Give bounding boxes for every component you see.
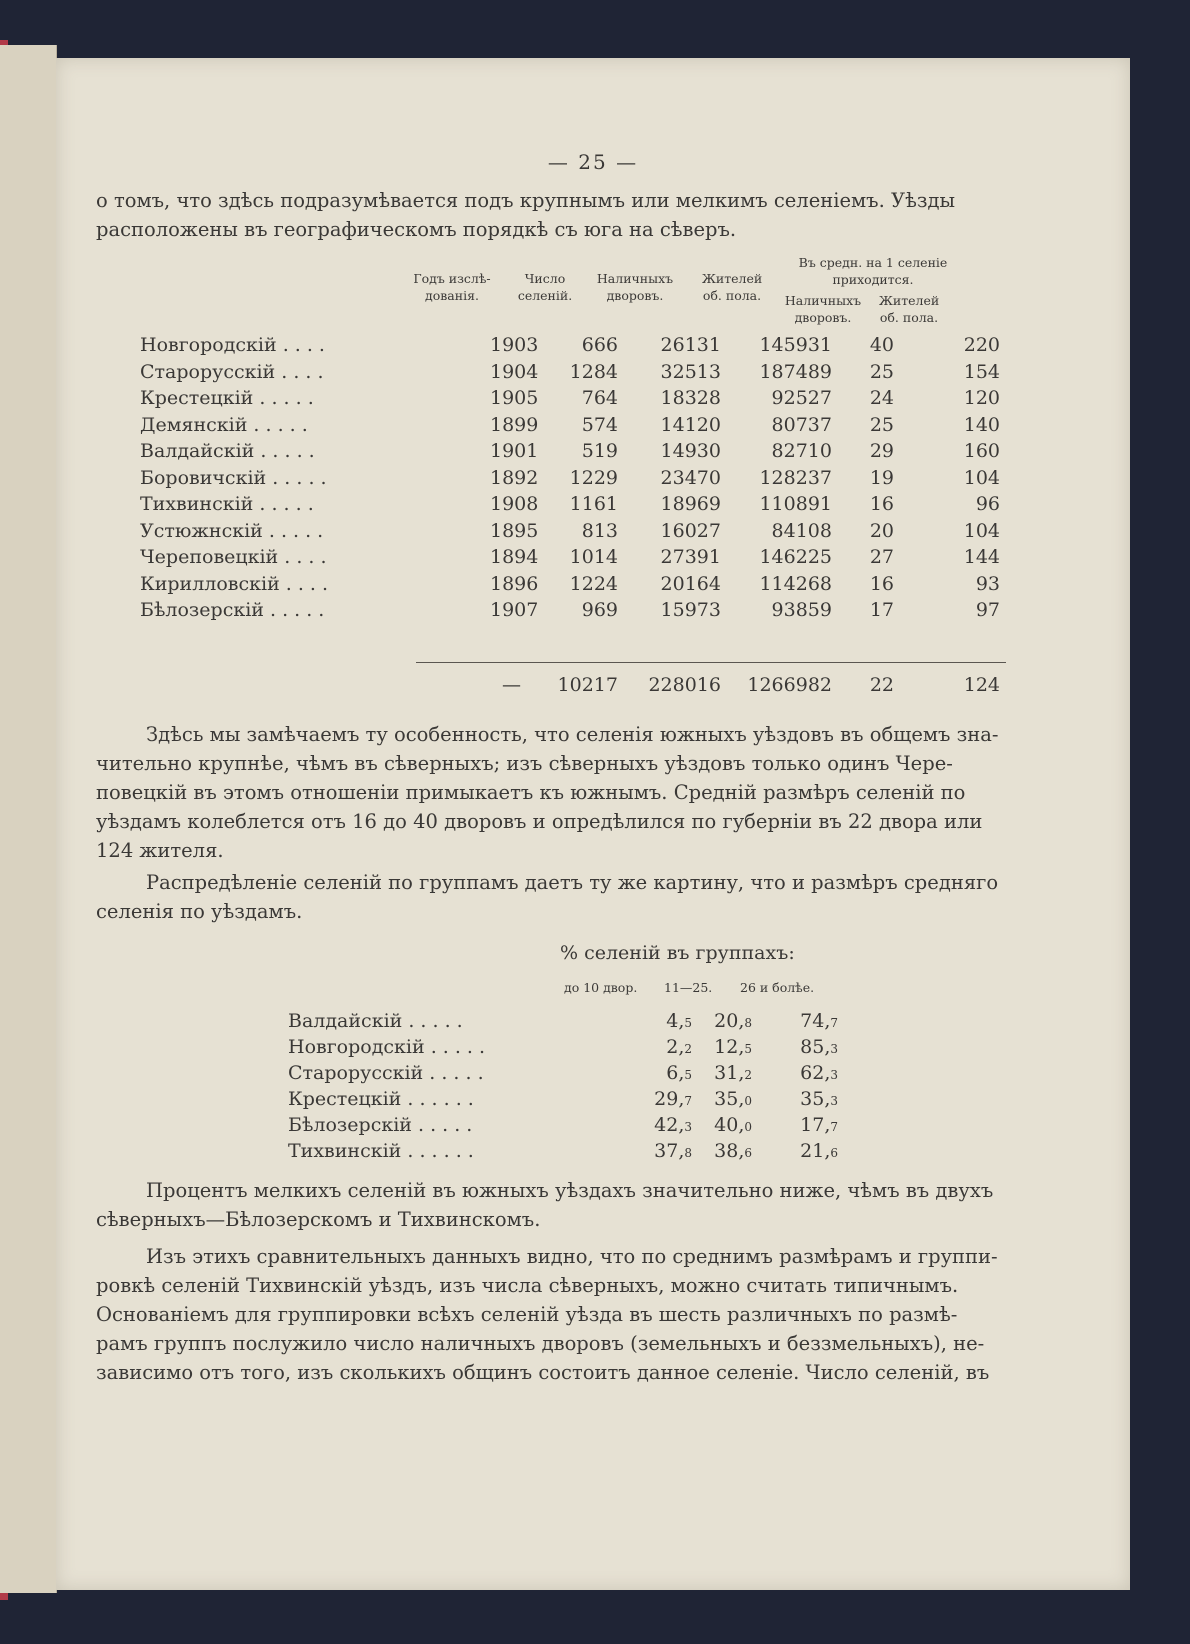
intro-paragraph (96, 186, 1050, 244)
small-share: 29,7 (654, 1088, 692, 1110)
large-share-integer: 17 (800, 1114, 825, 1136)
table-row (140, 573, 1020, 599)
small-share-decimal: 7 (684, 1094, 692, 1108)
page-number: — 25 — (547, 150, 639, 174)
small-share-decimal: 5 (684, 1068, 692, 1082)
medium-share: 38,6 (714, 1140, 752, 1162)
large-share: 35,3 (800, 1088, 838, 1110)
county-name: Валдайскій . . . . . (288, 1010, 463, 1032)
small-share-integer: 2 (666, 1036, 679, 1058)
inhabitant-count: 92527 (771, 387, 832, 409)
avg-dwellings: 20 (869, 519, 894, 542)
dwelling-count: 16027 (660, 519, 721, 542)
small-share-decimal: 3 (684, 1120, 692, 1134)
dwelling-count: 23470 (660, 466, 721, 489)
total-avg-dwellings: 22 (869, 674, 894, 696)
text-line: Здѣсь мы замѣчаемъ ту особенность, что селенія южныхъ уѣздовъ въ общемъ зна- (146, 723, 999, 746)
county-name: Бѣлозерскій . . . . . (288, 1114, 473, 1136)
avg-inhabitants: 120 (963, 387, 1000, 409)
avg-inhabitants: 220 (963, 334, 1000, 356)
avg-dwellings: 24 (869, 387, 894, 409)
county-name: Боровичскій . . . . . (140, 466, 327, 489)
county-name: Тихвинскій . . . . . (140, 493, 314, 515)
survey-year: 1892 (490, 466, 539, 489)
table-total-row (140, 674, 1020, 700)
paragraph-4 (96, 1242, 1050, 1387)
survey-year: 1903 (490, 334, 539, 356)
text-line: селенія по уѣздамъ. (96, 900, 303, 923)
avg-inhabitants: 104 (963, 519, 1000, 542)
table-row (140, 334, 1020, 360)
small-share-decimal: 2 (684, 1042, 692, 1056)
county-name: Валдайскій . . . . . (140, 440, 315, 462)
county-name: Крестецкій . . . . . . (288, 1088, 474, 1110)
medium-share: 40,0 (714, 1114, 752, 1136)
large-share-decimal: 7 (830, 1120, 838, 1134)
settlement-count: 1161 (569, 493, 618, 515)
county-name: Кирилловскій . . . . (140, 572, 329, 595)
small-share-integer: 37 (654, 1140, 679, 1162)
group-table-title: % селеній въ группахъ: (560, 942, 795, 964)
medium-share-integer: 31 (714, 1062, 739, 1084)
county-name: Крестецкій . . . . . (140, 387, 314, 409)
header-settlements: Число селеній. (517, 271, 573, 303)
total-rule (416, 662, 1006, 663)
large-share: 62,3 (800, 1062, 838, 1084)
dwelling-count: 20164 (660, 572, 721, 595)
large-share: 74,7 (800, 1010, 838, 1032)
medium-share-decimal: 0 (744, 1120, 752, 1134)
header-year: Годъ изслѣ-дованія. (413, 271, 491, 303)
large-share-integer: 35 (800, 1088, 825, 1110)
group-row (288, 1036, 848, 1062)
avg-dwellings: 19 (869, 466, 894, 489)
county-name: Демянскій . . . . . (140, 413, 308, 436)
large-share-decimal: 6 (830, 1146, 838, 1160)
county-name: Бѣлозерскій . . . . . (140, 599, 325, 621)
settlement-count: 1014 (569, 546, 618, 568)
county-name: Череповецкій . . . . (140, 546, 327, 568)
settlement-count: 574 (581, 413, 618, 436)
survey-year: 1905 (490, 387, 539, 409)
dwelling-count: 14930 (660, 440, 721, 462)
small-share: 4,5 (666, 1010, 692, 1032)
text-line: расположены въ географическомъ порядкѣ съ юга на сѣверъ. (96, 218, 737, 241)
table-row (140, 599, 1020, 625)
group-col-small: до 10 двор. (564, 980, 638, 995)
dwelling-count: 15973 (660, 599, 721, 621)
avg-inhabitants: 96 (975, 493, 1000, 515)
table-row (140, 414, 1020, 440)
total-year: — (502, 674, 521, 696)
inhabitant-count: 80737 (771, 413, 832, 436)
text-line: Процентъ мелкихъ селеній въ южныхъ уѣздахъ значительно ниже, чѣмъ въ двухъ (146, 1179, 994, 1202)
small-share: 42,3 (654, 1114, 692, 1136)
avg-dwellings: 40 (869, 334, 894, 356)
avg-inhabitants: 144 (963, 546, 1000, 568)
small-share: 6,5 (666, 1062, 692, 1084)
medium-share: 35,0 (714, 1088, 752, 1110)
inhabitant-count: 146225 (759, 546, 832, 568)
medium-share: 12,5 (714, 1036, 752, 1058)
avg-dwellings: 17 (869, 599, 894, 621)
avg-inhabitants: 93 (975, 572, 1000, 595)
large-share-decimal: 7 (830, 1016, 838, 1030)
text-line: ровкѣ селеній Тихвинскій уѣздъ, изъ числа сѣверныхъ, можно считать типичнымъ. (96, 1274, 959, 1297)
medium-share-decimal: 0 (744, 1094, 752, 1108)
header-average-group: Въ средн. на 1 селеніе приходится. (798, 255, 948, 287)
header-dwellings: Наличныхъ дворовъ. (596, 271, 674, 303)
settlement-count: 764 (581, 387, 618, 409)
county-name: Старорусскій . . . . (140, 360, 324, 383)
group-row (288, 1062, 848, 1088)
group-col-large: 26 и болѣе. (740, 980, 815, 995)
small-share: 2,2 (666, 1036, 692, 1058)
large-share-integer: 21 (800, 1140, 825, 1162)
medium-share-integer: 38 (714, 1140, 739, 1162)
survey-year: 1904 (490, 360, 539, 383)
table-row (140, 493, 1020, 519)
large-share: 85,3 (800, 1036, 838, 1058)
inhabitant-count: 82710 (771, 440, 832, 462)
group-row (288, 1010, 848, 1036)
group-col-medium: 11—25. (664, 980, 713, 995)
avg-dwellings: 29 (869, 440, 894, 462)
medium-share: 20,8 (714, 1010, 752, 1032)
avg-dwellings: 25 (869, 360, 894, 383)
county-name: Новгородскій . . . . . (288, 1036, 486, 1058)
book-page (56, 58, 1130, 1590)
large-share-decimal: 3 (830, 1042, 838, 1056)
text-line: повецкій въ этомъ отношеніи примыкаетъ къ южнымъ. Средній размѣръ селеній по (96, 781, 966, 804)
inhabitant-count: 93859 (771, 599, 832, 621)
header-inhabitants: Жителей об. пола. (701, 271, 763, 303)
survey-year: 1901 (490, 440, 539, 462)
text-line: сѣверныхъ—Бѣлозерскомъ и Тихвинскомъ. (96, 1208, 541, 1231)
table-row (140, 361, 1020, 387)
avg-inhabitants: 104 (963, 466, 1000, 489)
county-name: Устюжнскій . . . . . (140, 519, 324, 542)
total-inhabitants: 1266982 (747, 674, 832, 696)
medium-share-integer: 12 (714, 1036, 739, 1058)
settlement-count: 1229 (569, 466, 618, 489)
table-row (140, 440, 1020, 466)
inhabitant-count: 114268 (759, 572, 832, 595)
survey-year: 1895 (490, 519, 539, 542)
text-line: Изъ этихъ сравнительныхъ данныхъ видно, что по среднимъ размѣрамъ и группи- (146, 1245, 998, 1268)
avg-dwellings: 16 (869, 493, 894, 515)
inhabitant-count: 187489 (759, 360, 832, 383)
small-share-integer: 6 (666, 1062, 679, 1084)
medium-share-integer: 35 (714, 1088, 739, 1110)
table-row (140, 387, 1020, 413)
group-row (288, 1088, 848, 1114)
header-avg-inhabitants: Жителей об. пола. (878, 293, 940, 325)
header-avg-dwellings: Наличныхъ дворовъ. (784, 293, 862, 325)
settlement-count: 1224 (569, 572, 618, 595)
text-line: уѣздамъ колеблется отъ 16 до 40 дворовъ и опредѣлился по губерніи въ 22 двора или (96, 810, 983, 833)
text-line: зависимо отъ того, изъ сколькихъ общинъ состоитъ данное селеніе. Число селеній, въ (96, 1361, 990, 1384)
dwelling-count: 32513 (660, 360, 721, 383)
text-line: чительно крупнѣе, чѣмъ въ сѣверныхъ; изъ сѣверныхъ уѣздовъ только одинъ Чере- (96, 752, 953, 775)
inhabitant-count: 84108 (771, 519, 832, 542)
text-line: 124 жителя. (96, 839, 224, 862)
medium-share: 31,2 (714, 1062, 752, 1084)
table-row (140, 520, 1020, 546)
survey-year: 1907 (490, 599, 539, 621)
large-share-integer: 62 (800, 1062, 825, 1084)
text-line: рамъ группъ послужило число наличныхъ дворовъ (земельныхъ и беззмельныхъ), не- (96, 1332, 985, 1355)
large-share-integer: 85 (800, 1036, 825, 1058)
large-share: 21,6 (800, 1140, 838, 1162)
dwelling-count: 18328 (660, 387, 721, 409)
settlement-count: 666 (581, 334, 618, 356)
survey-year: 1908 (490, 493, 539, 515)
large-share-decimal: 3 (830, 1094, 838, 1108)
paragraph-2 (96, 868, 1050, 926)
medium-share-integer: 20 (714, 1010, 739, 1032)
total-dwellings: 228016 (648, 674, 721, 696)
table-row (140, 467, 1020, 493)
text-line: Распредѣленіе селеній по группамъ даетъ ту же картину, что и размѣръ средняго (146, 871, 999, 894)
text-line: Основаніемъ для группировки всѣхъ селеній уѣзда въ шесть различныхъ по размѣ- (96, 1303, 958, 1326)
medium-share-integer: 40 (714, 1114, 739, 1136)
avg-inhabitants: 97 (975, 599, 1000, 621)
inhabitant-count: 110891 (759, 493, 832, 515)
county-name: Старорусскій . . . . . (288, 1062, 484, 1084)
medium-share-decimal: 8 (744, 1016, 752, 1030)
total-avg-inhabitants: 124 (963, 674, 1000, 696)
total-settlements: 10217 (557, 674, 618, 696)
dwelling-count: 26131 (660, 334, 721, 356)
inhabitant-count: 145931 (759, 334, 832, 356)
group-row (288, 1114, 848, 1140)
survey-year: 1896 (490, 572, 539, 595)
avg-dwellings: 25 (869, 413, 894, 436)
medium-share-decimal: 2 (744, 1068, 752, 1082)
dwelling-count: 14120 (660, 413, 721, 436)
small-share-decimal: 5 (684, 1016, 692, 1030)
settlement-count: 813 (581, 519, 618, 542)
dwelling-count: 27391 (660, 546, 721, 568)
settlement-count: 1284 (569, 360, 618, 383)
small-share: 37,8 (654, 1140, 692, 1162)
survey-year: 1894 (490, 546, 539, 568)
inhabitant-count: 128237 (759, 466, 832, 489)
dwelling-count: 18969 (660, 493, 721, 515)
large-share-integer: 74 (800, 1010, 825, 1032)
avg-inhabitants: 140 (963, 413, 1000, 436)
avg-dwellings: 16 (869, 572, 894, 595)
settlement-count: 519 (581, 440, 618, 462)
large-share: 17,7 (800, 1114, 838, 1136)
county-name: Тихвинскій . . . . . . (288, 1140, 474, 1162)
small-share-integer: 42 (654, 1114, 679, 1136)
avg-inhabitants: 154 (963, 360, 1000, 383)
group-row (288, 1140, 848, 1166)
avg-dwellings: 27 (869, 546, 894, 568)
paragraph-1 (96, 720, 1050, 865)
survey-year: 1899 (490, 413, 539, 436)
text-line: о томъ, что здѣсь подразумѣвается подъ крупнымъ или мелкимъ селеніемъ. Уѣзды (96, 189, 955, 212)
small-share-decimal: 8 (684, 1146, 692, 1160)
settlement-count: 969 (581, 599, 618, 621)
small-share-integer: 29 (654, 1088, 679, 1110)
avg-inhabitants: 160 (963, 440, 1000, 462)
county-name: Новгородскій . . . . (140, 334, 325, 356)
large-share-decimal: 3 (830, 1068, 838, 1082)
paragraph-3 (96, 1176, 1050, 1234)
small-share-integer: 4 (666, 1010, 679, 1032)
medium-share-decimal: 5 (744, 1042, 752, 1056)
table-row (140, 546, 1020, 572)
medium-share-decimal: 6 (744, 1146, 752, 1160)
previous-page-edge (0, 45, 57, 1593)
